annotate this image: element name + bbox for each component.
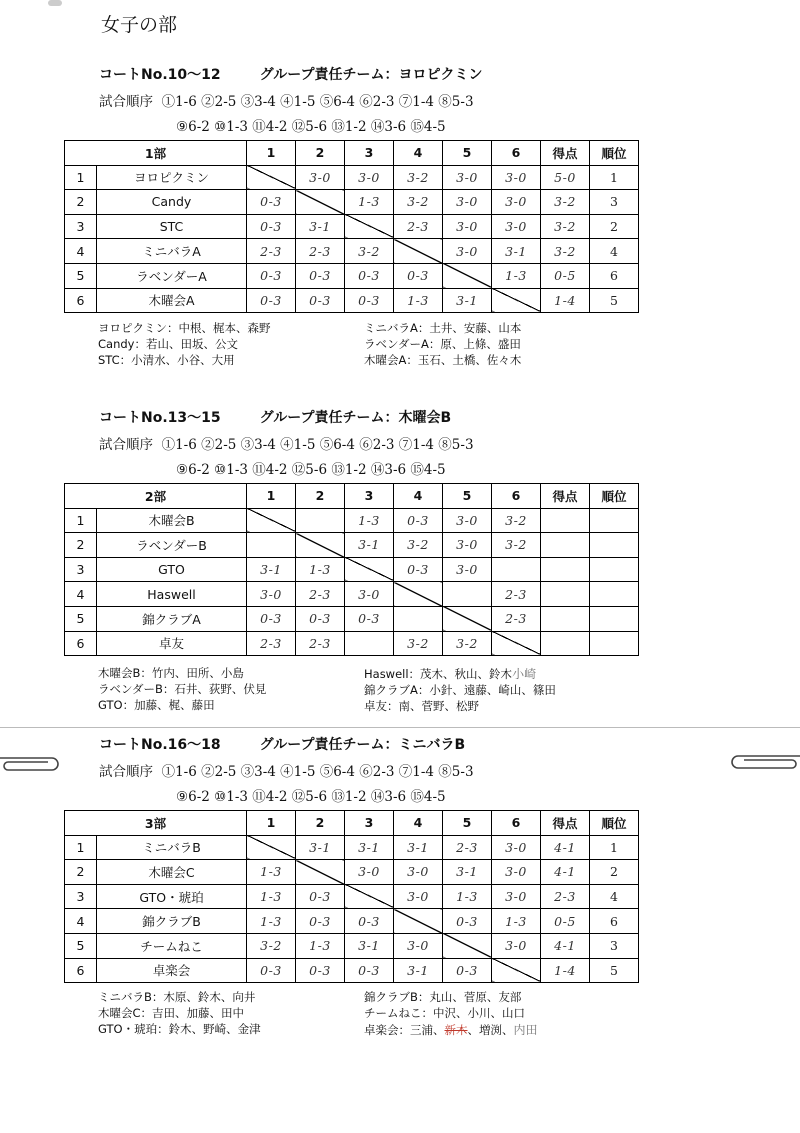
points-cell: 0-5	[541, 263, 590, 288]
score-cell: 0-3	[296, 909, 345, 934]
member-text: 卓楽会：三浦、	[364, 1023, 445, 1037]
score-cell: 3-1	[296, 835, 345, 860]
rank-cell: 1	[590, 835, 639, 860]
match-order-line-1: 試合順序 ①1-6 ②2-5 ③3-4 ④1-5 ⑤6-4 ⑥2-3 ⑦1-4 ⑧5-3	[99, 437, 474, 453]
score-cell: 3-0	[443, 533, 492, 558]
col-header: 4	[394, 484, 443, 509]
points-cell: 1-4	[541, 958, 590, 983]
score-cell: 2-3	[443, 835, 492, 860]
team-name: チームねこ	[97, 933, 247, 958]
score-cell: 3-2	[492, 533, 541, 558]
score-cell: 3-0	[492, 835, 541, 860]
score-cell: 0-3	[345, 909, 394, 934]
diagonal-cell	[443, 933, 492, 958]
rank-cell: 4	[590, 884, 639, 909]
points-cell: 0-5	[541, 909, 590, 934]
member-line-last	[364, 1023, 538, 1037]
score-cell: 0-3	[345, 288, 394, 313]
team-name: 木曜会C	[97, 860, 247, 885]
team-members-left	[98, 320, 271, 368]
col-header: 6	[492, 811, 541, 836]
diagonal-cell	[443, 263, 492, 288]
score-cell: 3-1	[394, 835, 443, 860]
score-cell: 3-1	[345, 933, 394, 958]
match-order-line-2: ⑨6-2 ⑩1-3 ⑪4-2 ⑫5-6 ⑬1-2 ⑭3-6 ⑮4-5	[176, 119, 446, 135]
col-header: 1	[247, 141, 296, 166]
paperclip-icon	[726, 750, 800, 776]
member-line: ミニバラB：木原、鈴木、向井	[98, 990, 256, 1004]
row-number: 5	[65, 933, 97, 958]
table-header-row	[65, 484, 639, 509]
score-cell: 3-0	[492, 933, 541, 958]
score-cell: 3-0	[394, 933, 443, 958]
col-header: 5	[443, 141, 492, 166]
row-number: 6	[65, 631, 97, 656]
score-cell: 2-3	[394, 214, 443, 239]
results-table	[64, 140, 639, 313]
member-line: 木曜会A：玉石、土橋、佐々木	[364, 353, 522, 367]
score-cell: 0-3	[296, 288, 345, 313]
col-header: 4	[394, 141, 443, 166]
score-cell: 2-3	[296, 631, 345, 656]
score-cell: 3-0	[345, 860, 394, 885]
score-cell: 3-1	[443, 860, 492, 885]
score-cell: 0-3	[247, 190, 296, 215]
table-row	[65, 288, 639, 313]
points-cell	[541, 508, 590, 533]
score-cell: 3-2	[492, 508, 541, 533]
division-label: 3部	[65, 811, 247, 836]
points-cell: 4-1	[541, 933, 590, 958]
score-cell: 1-3	[492, 909, 541, 934]
court-heading	[99, 64, 483, 84]
member-line: 木曜会B：竹内、田所、小島	[98, 666, 244, 680]
col-header: 3	[345, 141, 394, 166]
points-cell: 4-1	[541, 835, 590, 860]
team-members-right	[364, 989, 538, 1038]
diagonal-cell	[296, 860, 345, 885]
score-cell: 1-3	[247, 909, 296, 934]
diagonal-cell	[296, 533, 345, 558]
row-number: 1	[65, 508, 97, 533]
rank-cell: 4	[590, 239, 639, 264]
division-label: 2部	[65, 484, 247, 509]
score-cell: 0-3	[247, 958, 296, 983]
scan-mark	[48, 0, 62, 6]
results-table	[64, 810, 639, 983]
score-cell: 0-3	[247, 606, 296, 631]
rank-cell: 5	[590, 958, 639, 983]
team-name: ラベンダーA	[97, 263, 247, 288]
rank-cell	[590, 631, 639, 656]
score-cell: 3-0	[345, 165, 394, 190]
rank-cell: 3	[590, 933, 639, 958]
team-name: STC	[97, 214, 247, 239]
team-name: ラベンダーB	[97, 533, 247, 558]
table-row	[65, 835, 639, 860]
group-responsible-team: グループ責任チーム：ヨロピクミン	[259, 67, 483, 83]
row-number: 2	[65, 533, 97, 558]
rank-cell	[590, 582, 639, 607]
table-row	[65, 958, 639, 983]
points-cell: 1-4	[541, 288, 590, 313]
rank-cell	[590, 533, 639, 558]
points-header: 得点	[541, 141, 590, 166]
score-cell: 3-0	[492, 165, 541, 190]
score-cell: 3-0	[492, 860, 541, 885]
member-line: 卓友：南、菅野、松野	[364, 699, 479, 713]
group-responsible-team: グループ責任チーム：ミニバラB	[259, 737, 466, 753]
points-cell: 3-2	[541, 214, 590, 239]
score-cell: 2-3	[492, 582, 541, 607]
score-cell: 0-3	[443, 909, 492, 934]
score-cell: 1-3	[443, 884, 492, 909]
score-cell: 3-1	[345, 835, 394, 860]
table-row	[65, 557, 639, 582]
member-line: Candy：若山、田坂、公文	[98, 337, 238, 351]
row-number: 1	[65, 835, 97, 860]
col-header: 2	[296, 141, 345, 166]
col-header: 6	[492, 484, 541, 509]
points-cell	[541, 631, 590, 656]
rank-cell: 5	[590, 288, 639, 313]
score-cell: 1-3	[247, 884, 296, 909]
court-number: コートNo.16～18	[99, 737, 221, 753]
member-line: ヨロピクミン：中根、梶本、森野	[98, 321, 271, 335]
paperclip-icon	[0, 752, 64, 778]
diagonal-cell	[345, 884, 394, 909]
score-cell: 3-1	[492, 239, 541, 264]
table-row	[65, 165, 639, 190]
court-number: コートNo.13～15	[99, 410, 221, 426]
match-order-line-2: ⑨6-2 ⑩1-3 ⑪4-2 ⑫5-6 ⑬1-2 ⑭3-6 ⑮4-5	[176, 462, 446, 478]
struck-name: 新木	[444, 1023, 468, 1037]
col-header: 5	[443, 484, 492, 509]
score-cell: 0-3	[247, 288, 296, 313]
team-name: Haswell	[97, 582, 247, 607]
row-number: 4	[65, 239, 97, 264]
score-cell: 0-3	[296, 958, 345, 983]
table-row	[65, 909, 639, 934]
row-number: 6	[65, 288, 97, 313]
member-text: 、増渕、	[467, 1023, 514, 1037]
diagonal-cell	[443, 606, 492, 631]
rank-cell: 6	[590, 909, 639, 934]
score-cell	[345, 631, 394, 656]
team-name: ヨロピクミン	[97, 165, 247, 190]
diagonal-cell	[394, 909, 443, 934]
court-number: コートNo.10～12	[99, 67, 221, 83]
table-header-row	[65, 811, 639, 836]
rank-cell: 3	[590, 190, 639, 215]
score-cell: 3-0	[443, 557, 492, 582]
team-members-right	[364, 665, 556, 714]
diagonal-cell	[296, 190, 345, 215]
team-name: GTO	[97, 557, 247, 582]
col-header: 3	[345, 811, 394, 836]
row-number: 3	[65, 214, 97, 239]
member-line: STC：小清水、小谷、大用	[98, 353, 235, 367]
diagonal-cell	[394, 239, 443, 264]
score-cell: 0-3	[296, 884, 345, 909]
points-cell: 4-1	[541, 860, 590, 885]
score-cell: 3-0	[296, 165, 345, 190]
score-cell: 2-3	[296, 582, 345, 607]
score-cell: 0-3	[345, 263, 394, 288]
member-line: ミニバラA：土井、安藤、山本	[364, 321, 522, 335]
table-row	[65, 884, 639, 909]
col-header: 4	[394, 811, 443, 836]
team-members-right	[364, 320, 521, 368]
score-cell: 1-3	[394, 288, 443, 313]
diagonal-cell	[394, 582, 443, 607]
rank-header: 順位	[590, 141, 639, 166]
points-cell	[541, 533, 590, 558]
score-cell: 1-3	[345, 508, 394, 533]
score-cell: 0-3	[443, 958, 492, 983]
table-row	[65, 190, 639, 215]
results-table	[64, 483, 639, 656]
score-cell: 3-2	[394, 533, 443, 558]
score-cell: 0-3	[345, 606, 394, 631]
points-cell: 2-3	[541, 884, 590, 909]
col-header: 1	[247, 811, 296, 836]
table-row	[65, 214, 639, 239]
handwritten-note: 内田	[513, 1023, 538, 1037]
table-header-row	[65, 141, 639, 166]
team-name: 木曜会A	[97, 288, 247, 313]
score-cell: 0-3	[394, 508, 443, 533]
score-cell: 0-3	[394, 557, 443, 582]
score-cell: 3-0	[492, 884, 541, 909]
row-number: 6	[65, 958, 97, 983]
team-name: GTO・琥珀	[97, 884, 247, 909]
table-row	[65, 263, 639, 288]
points-cell: 3-2	[541, 239, 590, 264]
row-number: 5	[65, 263, 97, 288]
rank-header: 順位	[590, 811, 639, 836]
points-cell: 3-2	[541, 190, 590, 215]
match-order-line-2: ⑨6-2 ⑩1-3 ⑪4-2 ⑫5-6 ⑬1-2 ⑭3-6 ⑮4-5	[176, 789, 446, 805]
points-cell	[541, 606, 590, 631]
score-cell: 3-0	[492, 190, 541, 215]
score-cell: 1-3	[296, 933, 345, 958]
rank-cell: 6	[590, 263, 639, 288]
score-cell	[394, 606, 443, 631]
score-cell	[296, 508, 345, 533]
score-cell: 1-3	[296, 557, 345, 582]
score-cell: 1-3	[247, 860, 296, 885]
score-cell: 3-0	[443, 239, 492, 264]
score-cell: 0-3	[247, 214, 296, 239]
score-cell: 1-3	[492, 263, 541, 288]
row-number: 4	[65, 582, 97, 607]
score-cell: 3-0	[247, 582, 296, 607]
score-cell: 3-0	[443, 190, 492, 215]
col-header: 6	[492, 141, 541, 166]
diagonal-cell	[247, 165, 296, 190]
handwritten-note: 小崎	[512, 667, 537, 681]
score-cell: 3-2	[443, 631, 492, 656]
rank-cell: 2	[590, 214, 639, 239]
score-cell: 0-3	[394, 263, 443, 288]
member-line: ラベンダーB：石井、荻野、伏見	[98, 682, 267, 696]
team-name: ミニバラB	[97, 835, 247, 860]
points-cell: 5-0	[541, 165, 590, 190]
rank-cell	[590, 557, 639, 582]
score-cell: 3-0	[492, 214, 541, 239]
score-cell: 3-0	[345, 582, 394, 607]
diagonal-cell	[492, 288, 541, 313]
member-line: Haswell：茂木、秋山、鈴木	[364, 667, 513, 681]
rank-cell	[590, 606, 639, 631]
match-order-line-1: 試合順序 ①1-6 ②2-5 ③3-4 ④1-5 ⑤6-4 ⑥2-3 ⑦1-4 ⑧5-3	[99, 94, 474, 110]
row-number: 3	[65, 884, 97, 909]
score-cell: 3-2	[394, 631, 443, 656]
score-cell: 3-0	[443, 508, 492, 533]
score-cell: 3-2	[394, 190, 443, 215]
team-name: 木曜会B	[97, 508, 247, 533]
diagonal-cell	[345, 557, 394, 582]
member-line: チームねこ：中沢、小川、山口	[364, 1006, 525, 1020]
member-line: 錦クラブB：丸山、菅原、友部	[364, 990, 522, 1004]
col-header: 5	[443, 811, 492, 836]
team-name: 錦クラブB	[97, 909, 247, 934]
points-cell	[541, 557, 590, 582]
row-number: 3	[65, 557, 97, 582]
row-number: 2	[65, 190, 97, 215]
member-line: 錦クラブA：小針、遠藤、崎山、篠田	[364, 683, 556, 697]
score-cell: 3-1	[296, 214, 345, 239]
member-line: GTO・琥珀：鈴木、野崎、金津	[98, 1022, 261, 1036]
team-name: ミニバラA	[97, 239, 247, 264]
score-cell: 0-3	[345, 958, 394, 983]
team-name: 卓楽会	[97, 958, 247, 983]
score-cell: 3-1	[345, 533, 394, 558]
score-cell: 3-1	[247, 557, 296, 582]
score-cell: 3-2	[394, 165, 443, 190]
score-cell: 2-3	[247, 239, 296, 264]
score-cell: 3-1	[394, 958, 443, 983]
match-order-line-1: 試合順序 ①1-6 ②2-5 ③3-4 ④1-5 ⑤6-4 ⑥2-3 ⑦1-4 ⑧5-3	[99, 764, 474, 780]
diagonal-cell	[345, 214, 394, 239]
row-number: 2	[65, 860, 97, 885]
table-row	[65, 606, 639, 631]
diagonal-cell	[247, 835, 296, 860]
team-members-left	[98, 665, 266, 713]
row-number: 1	[65, 165, 97, 190]
diagonal-cell	[492, 631, 541, 656]
col-header: 2	[296, 811, 345, 836]
team-name: 錦クラブA	[97, 606, 247, 631]
table-row	[65, 860, 639, 885]
team-name: Candy	[97, 190, 247, 215]
row-number: 5	[65, 606, 97, 631]
table-row	[65, 239, 639, 264]
member-line: 木曜会C：吉田、加藤、田中	[98, 1006, 245, 1020]
score-cell: 2-3	[296, 239, 345, 264]
rank-cell: 2	[590, 860, 639, 885]
diagonal-cell	[247, 508, 296, 533]
score-cell: 0-3	[296, 263, 345, 288]
score-cell: 3-0	[394, 884, 443, 909]
score-cell: 3-1	[443, 288, 492, 313]
court-heading	[99, 734, 465, 754]
col-header: 2	[296, 484, 345, 509]
page-tear-line	[0, 727, 800, 728]
score-cell: 2-3	[492, 606, 541, 631]
table-row	[65, 533, 639, 558]
row-number: 4	[65, 909, 97, 934]
team-name: 卓友	[97, 631, 247, 656]
score-cell: 2-3	[247, 631, 296, 656]
group-responsible-team: グループ責任チーム：木曜会B	[259, 410, 452, 426]
score-cell	[247, 533, 296, 558]
points-cell	[541, 582, 590, 607]
score-cell: 0-3	[296, 606, 345, 631]
score-cell: 3-2	[247, 933, 296, 958]
diagonal-cell	[492, 958, 541, 983]
score-cell: 3-0	[394, 860, 443, 885]
table-row	[65, 631, 639, 656]
score-cell: 0-3	[247, 263, 296, 288]
points-header: 得点	[541, 484, 590, 509]
col-header: 3	[345, 484, 394, 509]
score-cell: 3-0	[443, 165, 492, 190]
rank-cell: 1	[590, 165, 639, 190]
score-cell	[443, 582, 492, 607]
division-label: 1部	[65, 141, 247, 166]
score-cell: 3-0	[443, 214, 492, 239]
page-title: 女子の部	[101, 14, 178, 36]
rank-header: 順位	[590, 484, 639, 509]
table-row	[65, 508, 639, 533]
score-cell: 3-2	[345, 239, 394, 264]
team-members-left	[98, 989, 261, 1037]
col-header: 1	[247, 484, 296, 509]
member-line: GTO：加藤、梶、藤田	[98, 698, 215, 712]
score-cell: 1-3	[345, 190, 394, 215]
rank-cell	[590, 508, 639, 533]
member-line: ラベンダーA：原、上條、盛田	[364, 337, 521, 351]
points-header: 得点	[541, 811, 590, 836]
court-heading	[99, 407, 451, 427]
score-cell	[492, 557, 541, 582]
table-row	[65, 582, 639, 607]
table-row	[65, 933, 639, 958]
